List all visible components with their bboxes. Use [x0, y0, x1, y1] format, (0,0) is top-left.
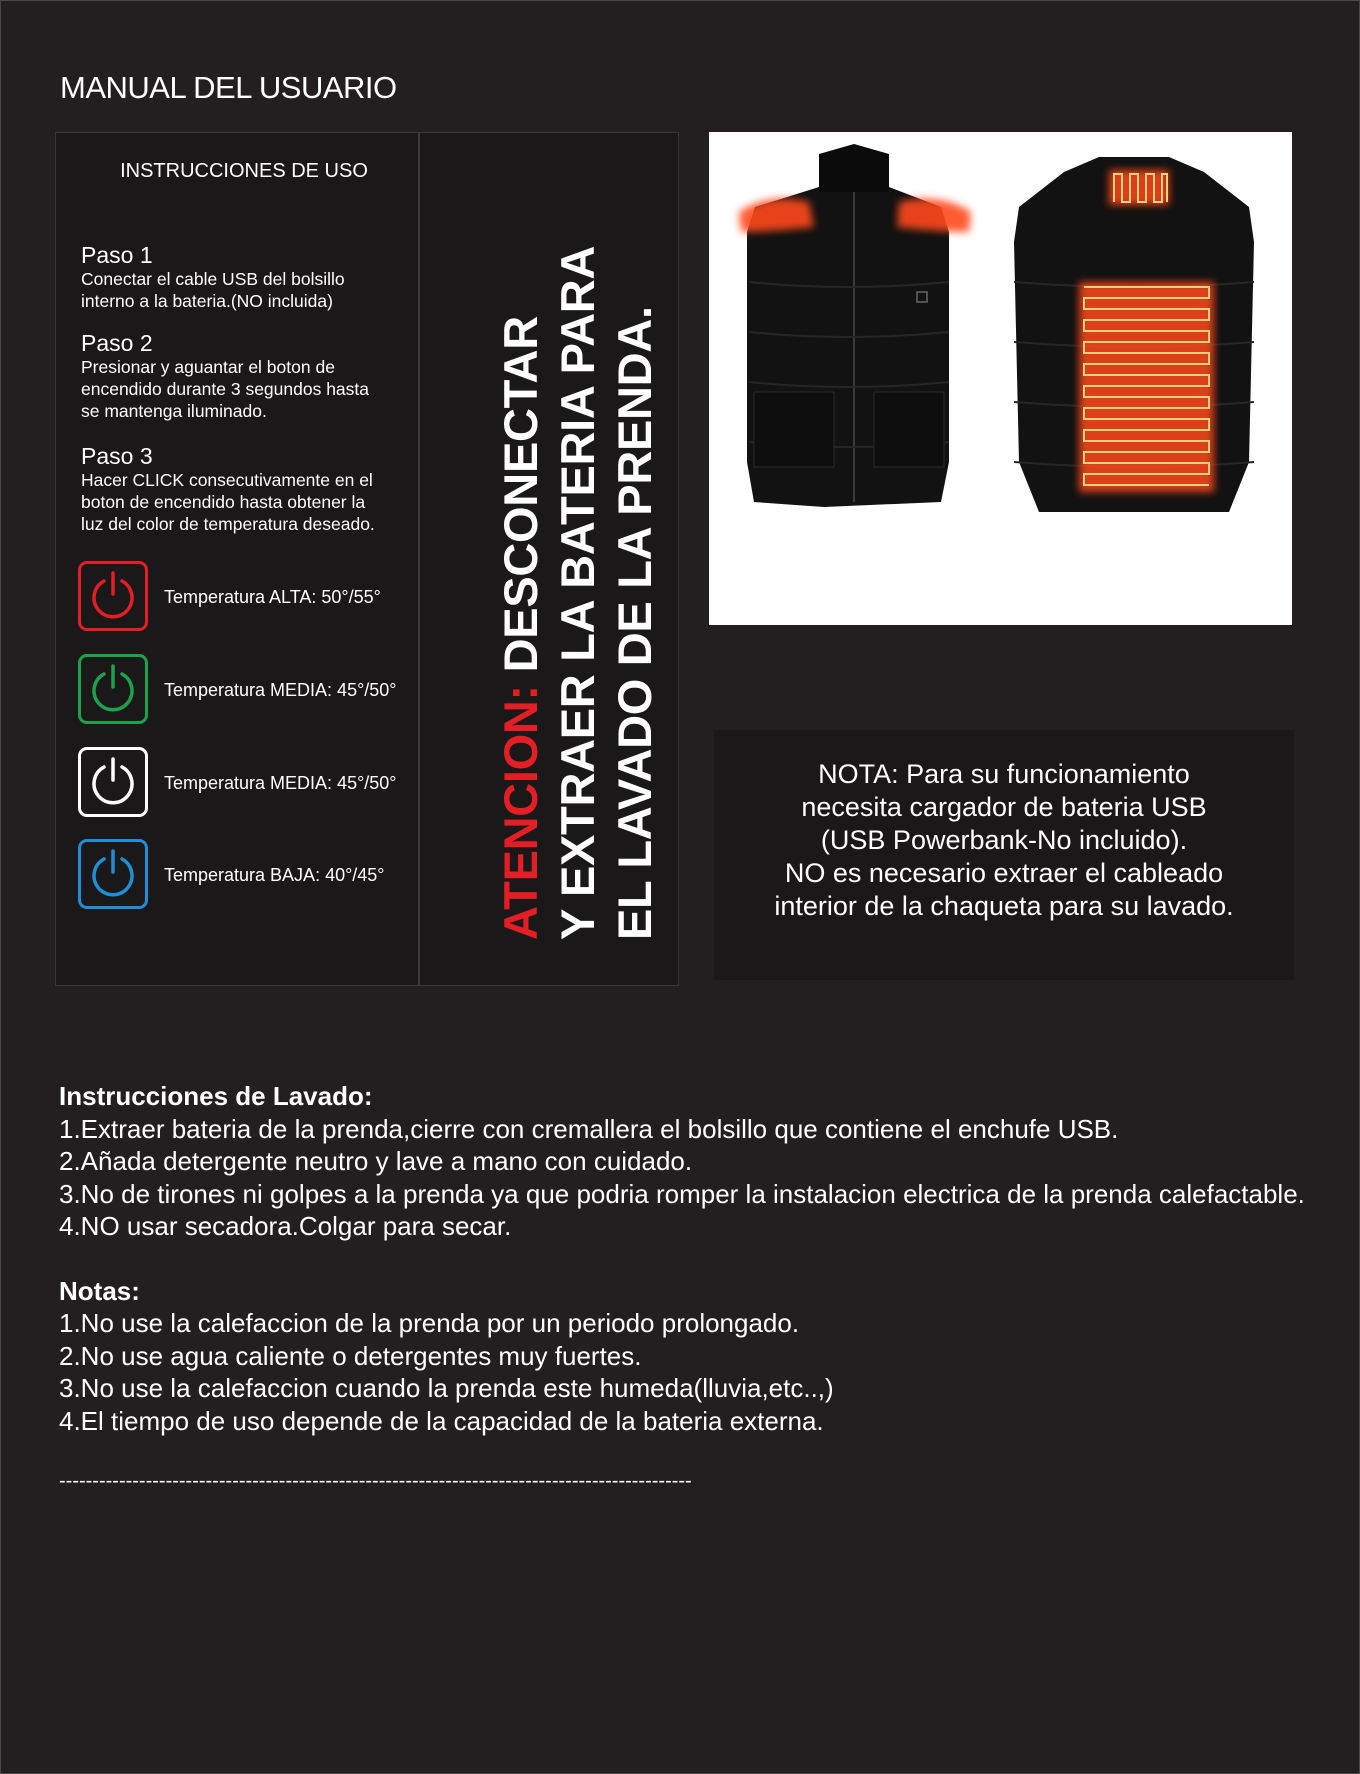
temperature-medium-green: [76, 654, 426, 730]
washing-heading: Instrucciones de Lavado:: [59, 1081, 373, 1111]
power-icon: [78, 747, 148, 817]
step-2: [81, 330, 421, 422]
power-icon: [78, 654, 148, 724]
note-line: NOTA: Para su funcionamiento: [818, 759, 1190, 789]
notes-item: 3.No use la calefaccion cuando la prenda este humeda(lluvia,etc..,): [59, 1373, 834, 1403]
temperature-label: Temperatura MEDIA: 45°/50°: [164, 680, 397, 700]
instructions-title: INSTRUCCIONES DE USO: [120, 160, 368, 182]
notes-item: 2.No use agua caliente o detergentes muy fuertes.: [59, 1340, 642, 1371]
note-box: [714, 730, 1294, 980]
warning-emphasis: ATENCION:: [494, 685, 547, 940]
step-line: Presionar y aguantar el boton de: [81, 357, 335, 377]
step-line: boton de encendido hasta obtener la: [81, 492, 366, 512]
washing-item: 1.Extraer bateria de la prenda,cierre con cremallera el bolsillo que contiene el enchufe USB.: [59, 1113, 1119, 1144]
temperature-medium-white: [76, 747, 426, 823]
temperature-label: Temperatura MEDIA: 45°/50°: [164, 773, 397, 793]
temperature-label: Temperatura ALTA: 50°/55°: [164, 587, 381, 607]
step-line: Conectar el cable USB del bolsillo: [81, 269, 345, 289]
vest-product-image: [709, 132, 1292, 625]
step-heading: Paso 1: [81, 242, 153, 268]
step-line: interno a la bateria.(NO incluida): [81, 291, 333, 311]
washing-section: [59, 1080, 1319, 1437]
step-3: [81, 443, 421, 535]
separator-line: -----------------------------------------------------------------------------------------------: [59, 1470, 692, 1492]
note-text: [714, 758, 1294, 923]
warning-line-1-text: DESCONECTAR: [494, 316, 547, 686]
step-line: Hacer CLICK consecutivamente en el: [81, 470, 373, 490]
temperature-label: Temperatura BAJA: 40°/45°: [164, 865, 385, 885]
vest-back: [1014, 157, 1254, 512]
temperature-high: [76, 561, 426, 637]
power-icon: [78, 561, 148, 631]
warning-line-2: Y EXTRAER LA BATERIA PARA: [551, 245, 604, 940]
step-line: encendido durante 3 segundos hasta: [81, 379, 370, 399]
note-line: (USB Powerbank-No incluido).: [820, 825, 1188, 855]
notes-item: 4.El tiempo de uso depende de la capacidad de la bateria externa.: [59, 1405, 824, 1436]
temperature-low: [76, 839, 426, 915]
step-1: [81, 242, 421, 312]
step-line: luz del color de temperatura deseado.: [81, 514, 375, 534]
heated-vest-illustration: [709, 132, 1292, 625]
warning-text: [492, 140, 692, 940]
washing-item: 4.NO usar secadora.Colgar para secar.: [59, 1211, 512, 1241]
note-line: necesita cargador de bateria USB: [801, 792, 1207, 822]
power-icon: [78, 839, 148, 909]
note-line: NO es necesario extraer el cableado: [784, 858, 1224, 888]
note-line: interior de la chaqueta para su lavado.: [774, 891, 1234, 921]
washing-item: 3.No de tirones ni golpes a la prenda ya que podria romper la instalacion electrica de la prenda calefactable.: [59, 1178, 1305, 1209]
page-title: MANUAL DEL USUARIO: [60, 70, 397, 105]
step-heading: Paso 3: [81, 443, 153, 469]
warning-line-1: [492, 140, 549, 940]
warning-line-3: EL LAVADO DE LA PRENDA.: [608, 306, 661, 940]
step-heading: Paso 2: [81, 330, 153, 356]
notes-heading: Notas:: [59, 1275, 140, 1306]
vest-front: [739, 144, 971, 507]
notes-item: 1.No use la calefaccion de la prenda por un periodo prolongado.: [59, 1308, 800, 1338]
step-line: se mantenga iluminado.: [81, 401, 267, 421]
washing-item: 2.Añada detergente neutro y lave a mano con cuidado.: [59, 1146, 693, 1176]
